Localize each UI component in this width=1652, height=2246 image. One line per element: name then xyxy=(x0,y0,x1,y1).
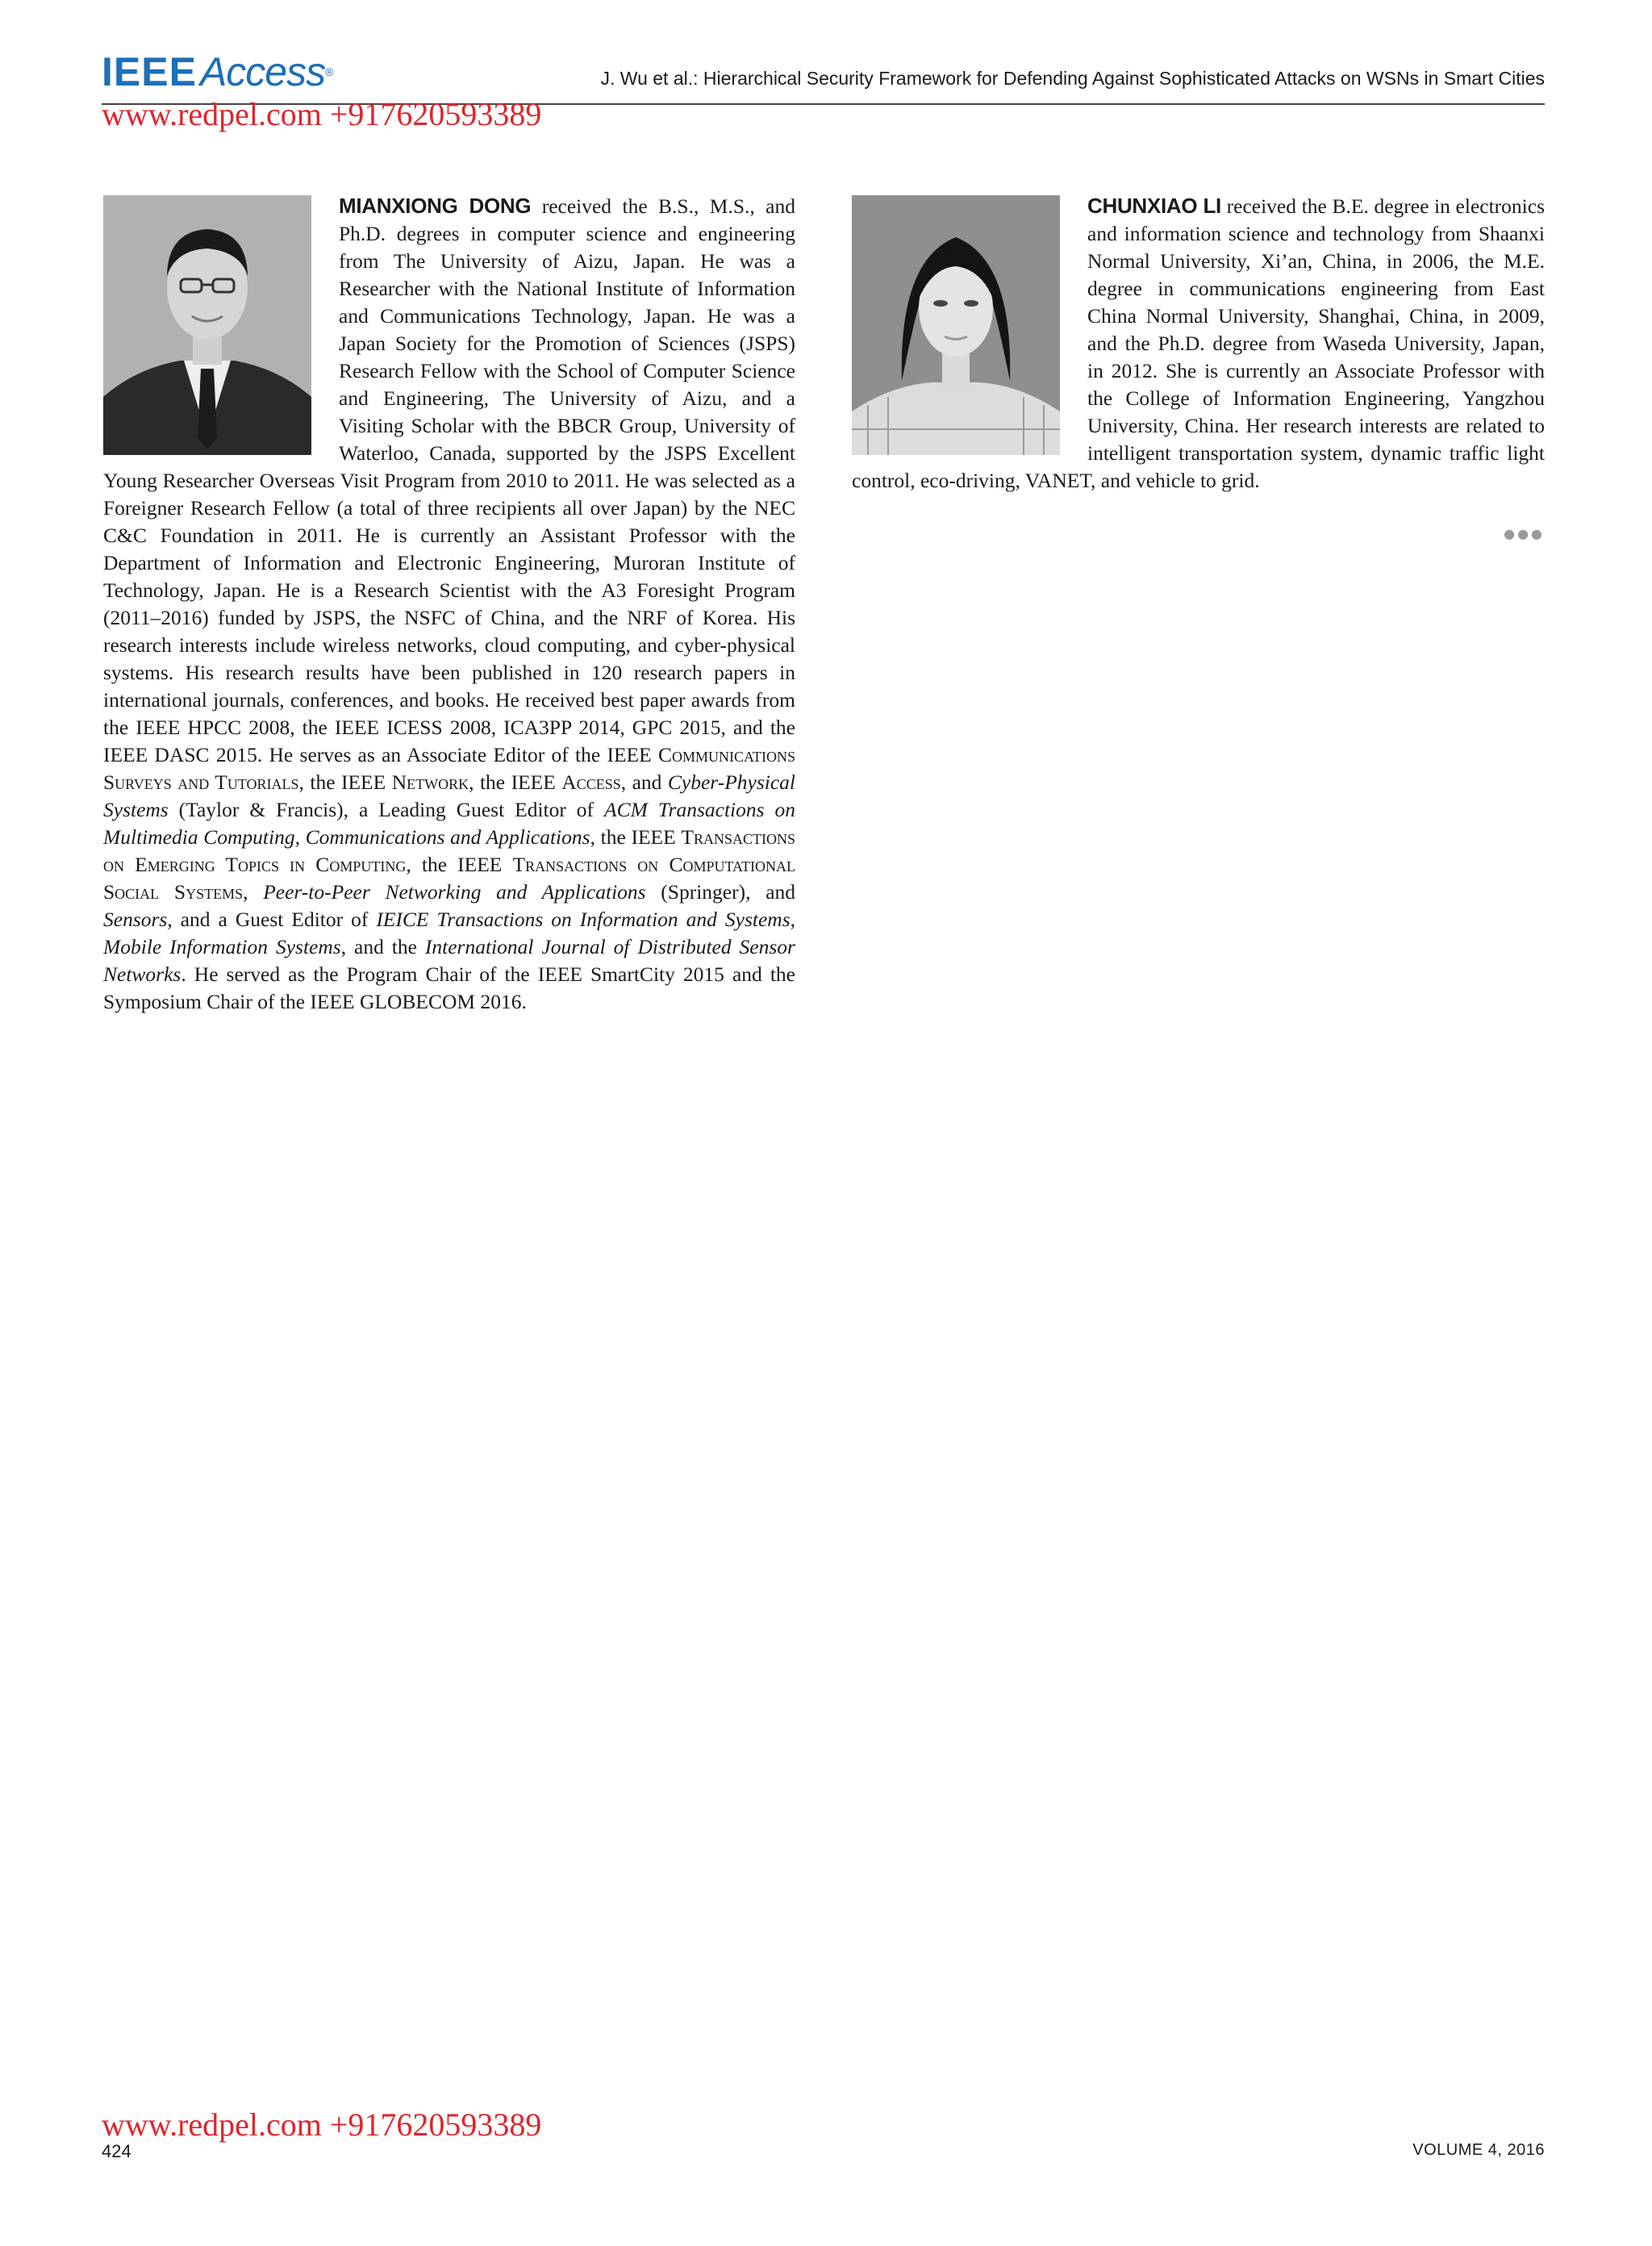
running-head: J. Wu et al.: Hierarchical Security Framework for Defending Against Sophisticated Attacks on WSNs in Smart Cities xyxy=(600,68,1545,89)
end-of-article-mark: ●●● xyxy=(1504,526,1545,541)
watermark-top: www.redpel.com +917620593389 xyxy=(102,96,542,132)
author-name-li: CHUNXIAO LI xyxy=(1087,194,1221,218)
author-portrait-male xyxy=(103,195,311,455)
page-number: 424 xyxy=(102,2141,131,2161)
ieee-access-logo: IEEEAccess® xyxy=(102,49,334,94)
author-portrait-female xyxy=(852,195,1060,455)
bio-mianxiong-dong: MIANXIONG DONG received the B.S., M.S., and Ph.D. degrees in computer science and engineering from The University of Aizu, Japan. He was a Researcher with the National Institute of Information and Communications Technology, Japan. He was a Japan Society for the Promotion of Sciences (JSPS) Research Fellow with the School of Computer Science and Engineering, The University of Aizu, and a Visiting Scholar with the BBCR Group, University of Waterloo, Canada, supported by the JSPS Excellent Young Researcher Overseas Visit Program from 2010 to 2011. He was selected as a Foreigner Research Fellow (a total of three recipients all over Japan) by the NEC C&C Foundation in 2011. He is currently an Assistant Professor with the Department of Information and Electronic Engineering, Muroran Institute of Technology, Japan. He is a Research Scientist with the A3 Foresight Program (2011–2016) funded by JSPS, the NSFC of China, and the NRF of Korea. His research interests include wireless networks, cloud computing, and cyber-physical systems. His research results have been published in 120 research papers in international journals, conferences, and books. He received best paper awards from the IEEE HPCC 2008, the IEEE ICESS 2008, ICA3PP 2014, GPC 2015, and the IEEE DASC 2015. He serves as an Associate Editor of the IEEE Communications Surveys and Tutorials, the IEEE Network, the IEEE Access, and Cyber-Physical Systems (Taylor & Francis), a Leading Guest Editor of ACM Transactions on Multimedia Computing, Communications and Applications, the IEEE Transactions on Emerging Topics in Computing, the IEEE Transactions on Computational Social Systems, Peer-to-Peer Networking and Applications (Springer), and Sensors, and a Guest Editor of IEICE Transactions on Information and Systems, Mobile Information Systems, and the International Journal of Distributed Sensor Networks. He served as the Program Chair of the IEEE SmartCity 2015 and the Symposium Chair of the IEEE GLOBECOM 2016. xyxy=(103,194,796,1013)
watermark-bottom: www.redpel.com +917620593389 xyxy=(102,2106,542,2143)
bio-chunxiao-li: CHUNXIAO LI received the B.E. degree in electronics and information science and technology from Shaanxi Normal University, Xi’an, China, in 2006, the M.E. degree in communications engineering from East China Normal University, Shanghai, China, in 2009, and the Ph.D. degree from Waseda University, Japan, in 2012. She is currently an Associate Professor with the College of Information Engineering, Yangzhou University, China. Her research interests are related to intelligent transportation system, dynamic traffic light control, eco-driving, VANET, and vehicle to grid. xyxy=(852,194,1545,492)
volume-label: VOLUME 4, 2016 xyxy=(1412,2141,1545,2159)
author-photo-dong xyxy=(103,195,311,455)
author-photo-li xyxy=(852,195,1060,455)
author-name-dong: MIANXIONG DONG xyxy=(339,194,532,218)
